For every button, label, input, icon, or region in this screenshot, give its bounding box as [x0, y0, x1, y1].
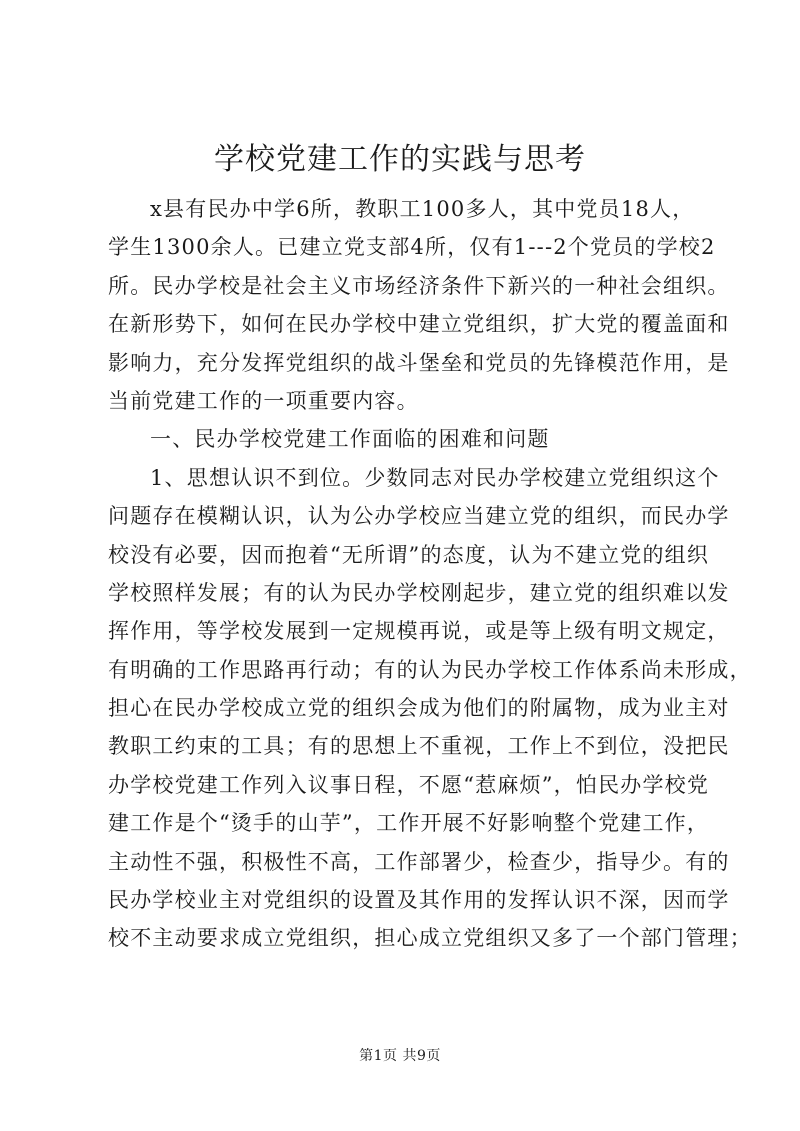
text-line: 担心在民办学校成立党的组织会成为他们的附属物，成为业主对: [108, 696, 730, 721]
text-line: 有明确的工作思路再行动；有的认为民办学校工作体系尚未形成，: [108, 657, 752, 682]
document-body: [108, 190, 752, 958]
text-line: 建工作是个“烫手的山芋”，工作开展不好影响整个党建工作，: [108, 811, 710, 836]
text-line: 主动性不强，积极性不高，工作部署少，检查少，指导少。有的: [108, 849, 730, 874]
page-footer: 第1页 共9页: [359, 1048, 441, 1064]
text-line: 影响力，充分发挥党组织的战斗堡垒和党员的先锋模范作用，是: [108, 350, 730, 375]
text-line: 民办学校业主对党组织的设置及其作用的发挥认识不深，因而学: [108, 888, 730, 913]
text-line: 挥作用，等学校发展到一定规模再说，或是等上级有明文规定，: [108, 619, 730, 644]
text-line: 在新形势下，如何在民办学校中建立党组织，扩大党的覆盖面和: [108, 312, 730, 337]
text-line: 1、思想认识不到位。少数同志对民办学校建立党组织这个: [150, 465, 720, 490]
text-line: 校没有必要，因而抱着“无所谓”的态度，认为不建立党的组织: [108, 542, 710, 567]
text-line: 学校照样发展；有的认为民办学校刚起步，建立党的组织难以发: [108, 580, 730, 605]
text-line: 当前党建工作的一项重要内容。: [108, 388, 419, 413]
text-line: 问题存在模糊认识，认为公办学校应当建立党的组织，而民办学: [108, 504, 730, 529]
text-line: 校不主动要求成立党组织，担心成立党组织又多了一个部门管理；: [108, 926, 752, 951]
text-line: 学生1300余人。已建立党支部4所，仅有1---2个党员的学校2: [108, 235, 716, 260]
document-title: 学校党建工作的实践与思考: [214, 142, 586, 177]
text-line: 办学校党建工作列入议事日程，不愿“惹麻烦”，怕民办学校党: [108, 772, 710, 797]
text-line: x县有民办中学6所，教职工100多人，其中党员18人，: [150, 197, 695, 221]
section-heading: 一、民办学校党建工作面临的困难和问题: [150, 427, 550, 452]
text-line: 所。民办学校是社会主义市场经济条件下新兴的一种社会组织。: [108, 273, 730, 298]
text-line: 教职工约束的工具；有的思想上不重视，工作上不到位，没把民: [108, 734, 730, 759]
